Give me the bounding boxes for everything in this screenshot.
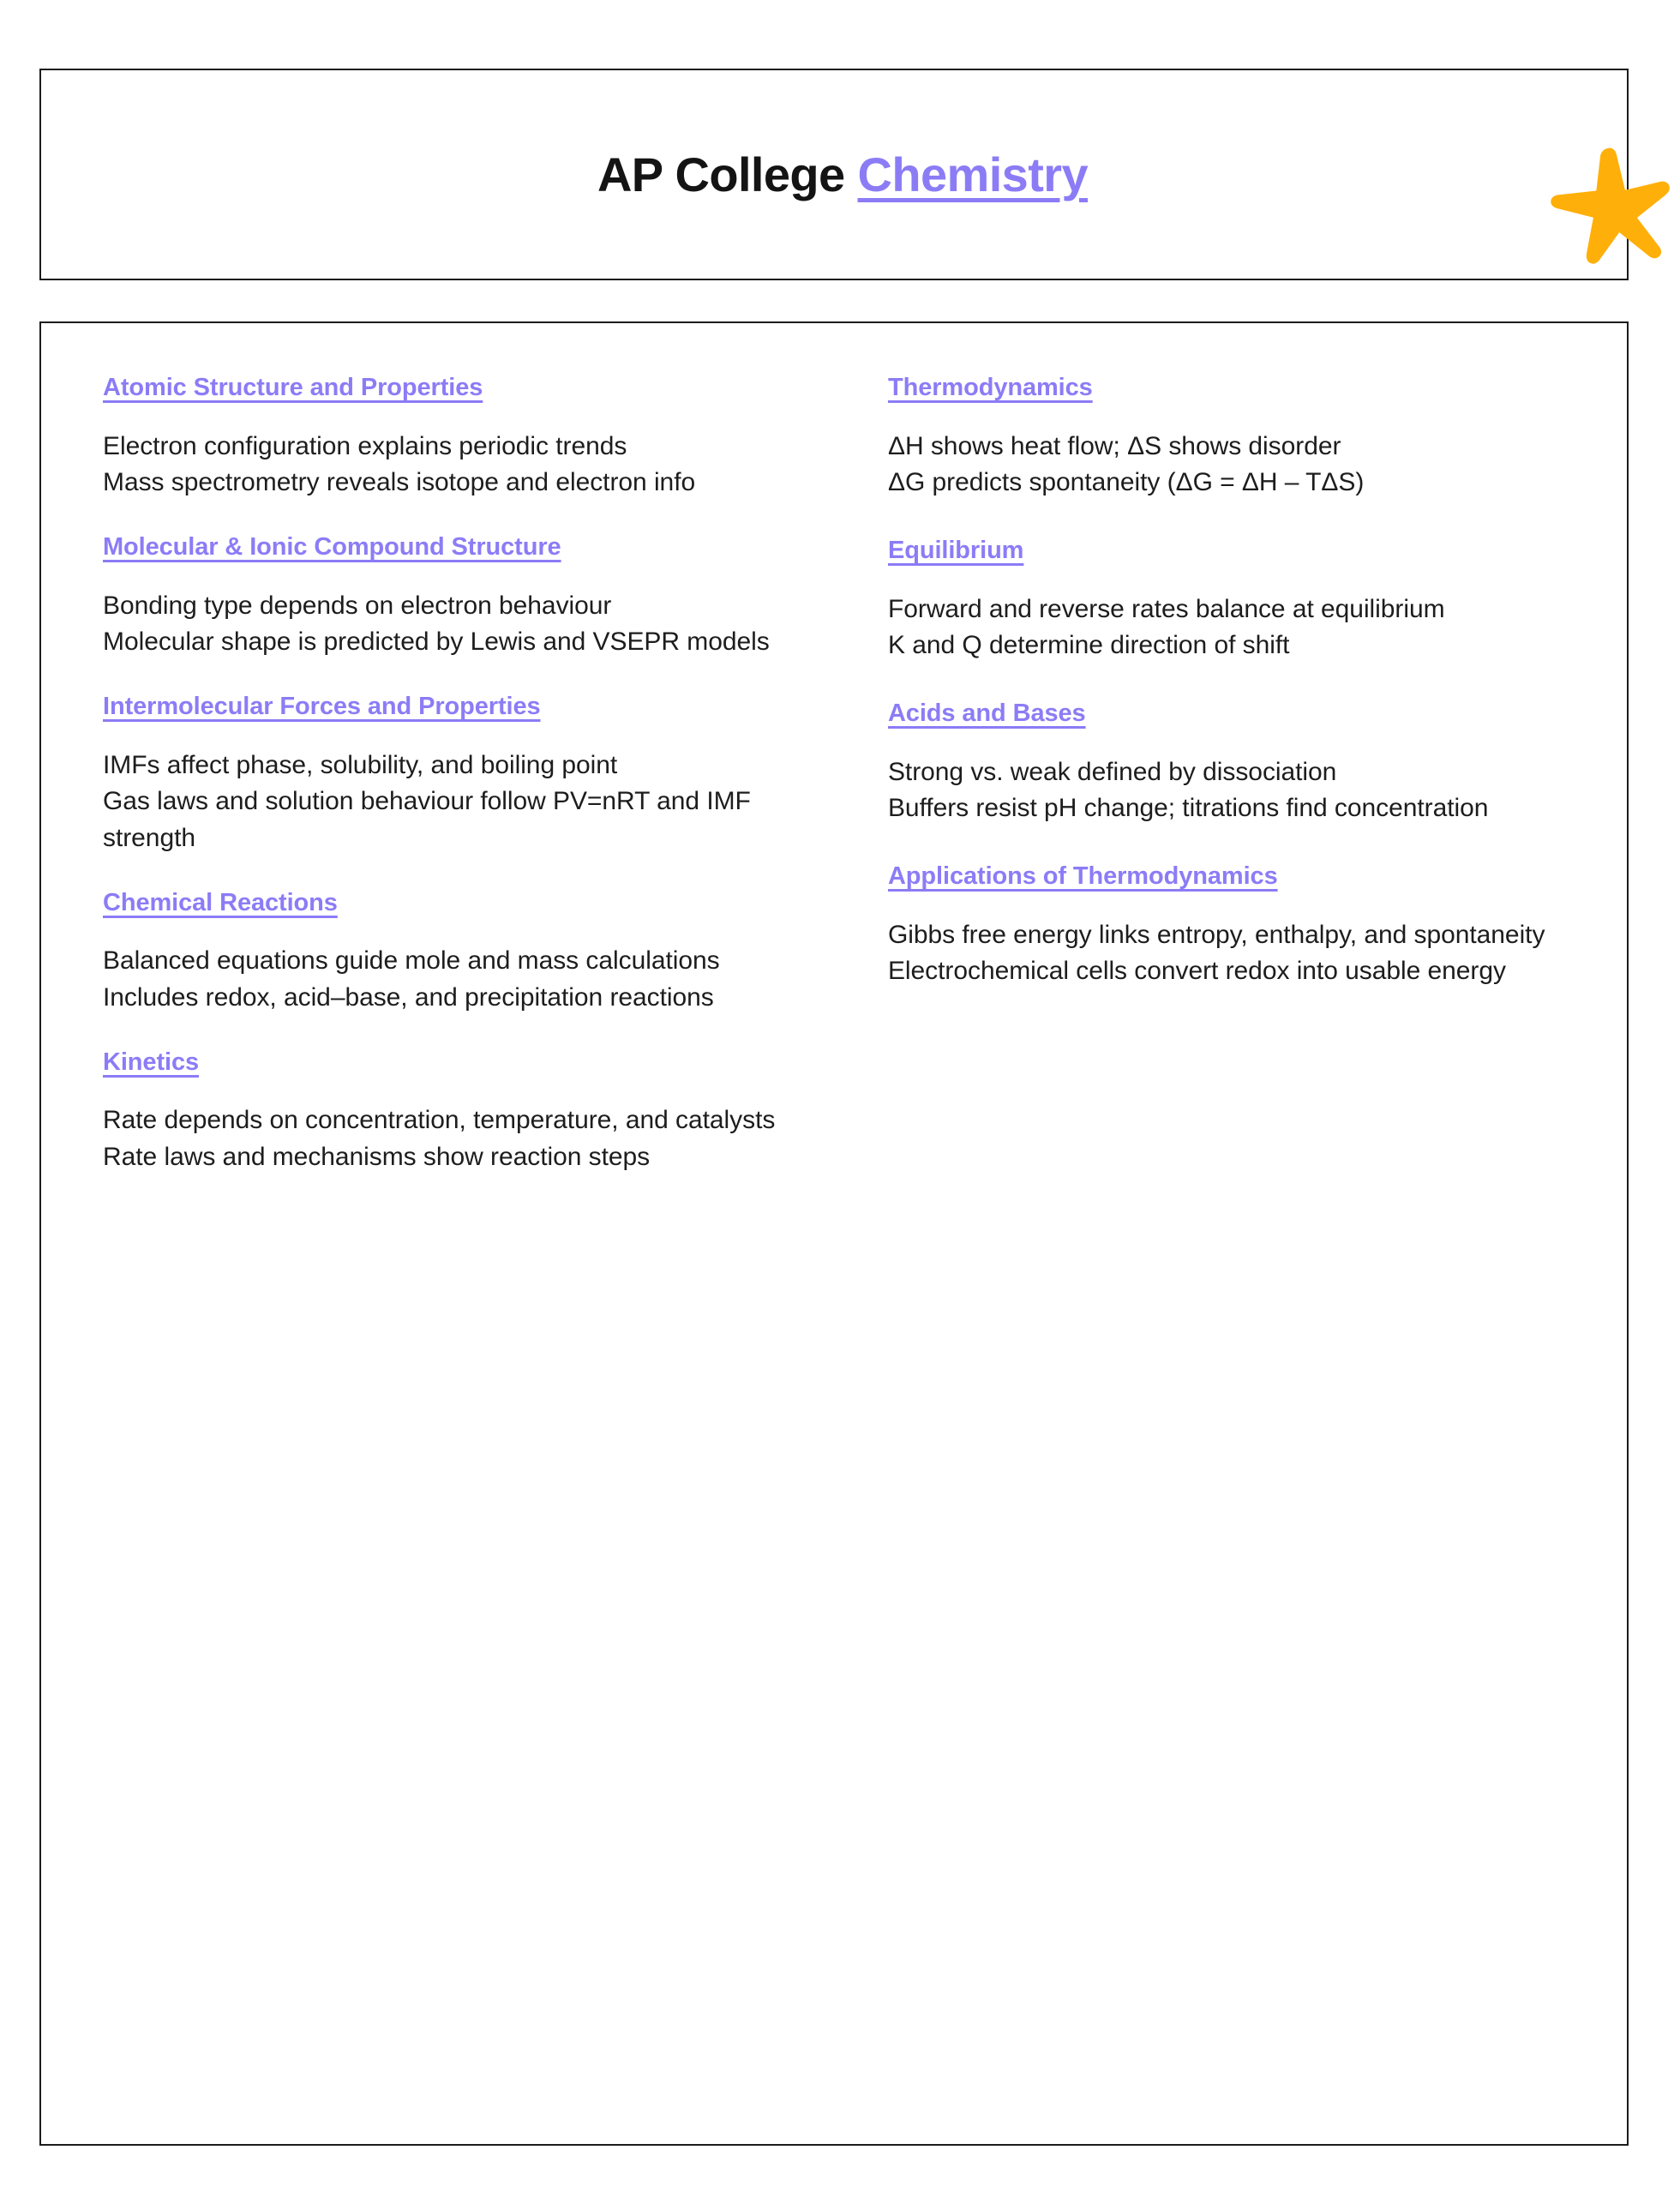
section-heading[interactable]: Thermodynamics <box>887 374 1093 401</box>
section-line: Electrochemical cells convert redox into usable energy <box>887 957 1506 986</box>
section-thermodynamics <box>888 373 1567 501</box>
section-body <box>888 917 1567 990</box>
section-body <box>888 429 1567 501</box>
section-heading[interactable]: Chemical Reactions <box>103 888 338 916</box>
section-body <box>103 429 783 501</box>
section-line: ΔH shows heat flow; ΔS shows disorder <box>887 431 1341 460</box>
section-heading[interactable]: Kinetics <box>103 1048 200 1076</box>
section-equilibrium <box>888 536 1567 664</box>
section-body <box>103 748 783 857</box>
section-heading[interactable]: Acids and Bases <box>887 699 1086 727</box>
section-line: Forward and reverse rates balance at equilibrium <box>887 594 1445 623</box>
section-acids-and-bases <box>888 699 1567 827</box>
section-body <box>103 943 783 1016</box>
two-column-layout <box>41 323 1627 2144</box>
right-column <box>835 373 1567 2110</box>
section-line: ΔG predicts spontaneity (ΔG = ΔH – TΔS) <box>887 468 1365 497</box>
section-line: Rate laws and mechanisms show reaction steps <box>103 1142 651 1171</box>
section-line: Mass spectrometry reveals isotope and electron info <box>103 468 696 497</box>
section-line: Rate depends on concentration, temperature, and catalysts <box>103 1106 776 1135</box>
section-molecular-and-ionic-compound-structure <box>103 532 783 661</box>
section-line: Includes redox, acid–base, and precipitation reactions <box>103 982 714 1012</box>
section-line: Buffers resist pH change; titrations find concentration <box>887 794 1489 823</box>
page-title-accent: Chemistry <box>857 147 1089 201</box>
section-line: Gibbs free energy links entropy, enthalpy, and spontaneity <box>887 920 1545 949</box>
section-line: Bonding type depends on electron behaviour <box>103 591 612 620</box>
content-box <box>39 321 1629 2146</box>
section-heading[interactable]: Applications of Thermodynamics <box>887 862 1278 890</box>
page-title <box>41 145 1627 205</box>
section-chemical-reactions <box>103 888 783 1017</box>
section-line: K and Q determine direction of shift <box>887 631 1290 660</box>
page-title-prefix: AP College <box>597 147 858 201</box>
section-intermolecular-forces-and-properties <box>103 692 783 857</box>
section-body <box>103 588 783 661</box>
section-line: Molecular shape is predicted by Lewis and VSEPR models <box>103 628 770 657</box>
section-body <box>888 592 1567 664</box>
header-box <box>39 69 1629 280</box>
left-column <box>103 373 835 2110</box>
section-body <box>888 754 1567 827</box>
section-line: Strong vs. weak defined by dissociation <box>887 757 1337 786</box>
section-atomic-structure-and-properties <box>103 373 783 501</box>
section-heading[interactable]: Intermolecular Forces and Properties <box>103 692 541 720</box>
section-line: Gas laws and solution behaviour follow PV=nRT and IMF strength <box>103 787 751 852</box>
section-line: Electron configuration explains periodic trends <box>103 431 627 460</box>
section-line: Balanced equations guide mole and mass calculations <box>103 946 720 976</box>
section-applications-of-thermodynamics <box>888 862 1567 990</box>
section-heading[interactable]: Atomic Structure and Properties <box>103 374 483 401</box>
section-heading[interactable]: Equilibrium <box>887 536 1024 564</box>
section-heading[interactable]: Molecular & Ionic Compound Structure <box>103 532 561 561</box>
section-body <box>103 1102 783 1175</box>
section-kinetics <box>103 1048 783 1176</box>
section-line: IMFs affect phase, solubility, and boiling point <box>103 750 618 779</box>
